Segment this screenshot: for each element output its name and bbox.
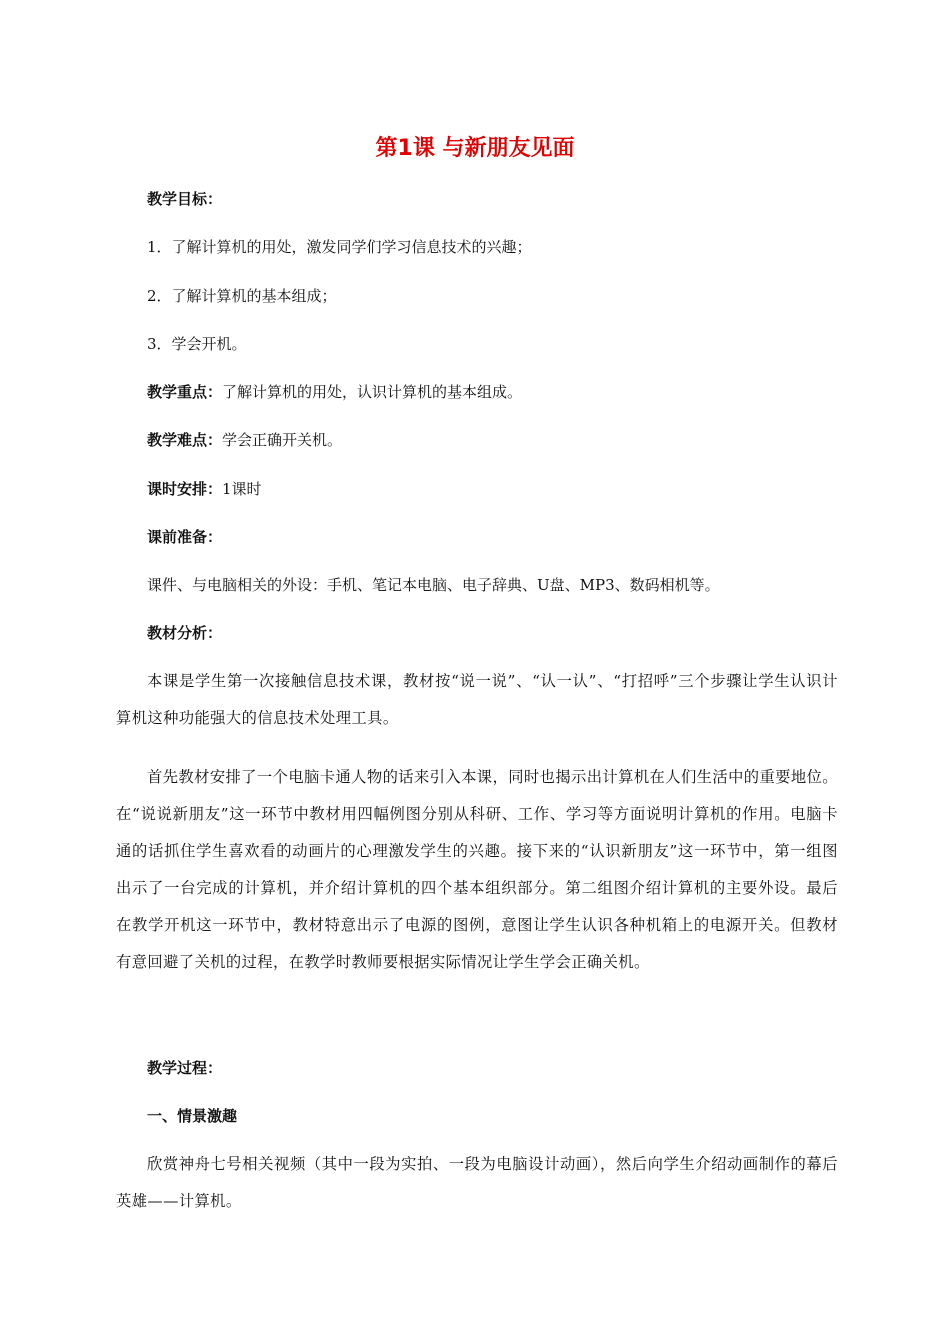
analysis-paragraph: 本课是学生第一次接触信息技术课，教材按“说一说”、“认一认”、“打招呼”三个步骤让学生认识计算机这种功能强大的信息技术处理工具。 [116,672,838,727]
difficulty-line [147,429,342,451]
schedule-line [147,478,262,500]
schedule-label: 课时安排： [147,480,223,498]
key-point-line [147,381,522,403]
analysis-heading: 教材分析： [147,624,223,642]
difficulty-text: 学会正确开关机。 [222,431,343,449]
goal-item: 2．了解计算机的基本组成； [147,287,337,305]
goal-item: 3．学会开机。 [147,335,247,353]
section-heading: 一、情景激趣 [147,1107,238,1125]
key-point-text: 了解计算机的用处，认识计算机的基本组成。 [222,383,523,401]
key-point-label: 教学重点： [147,383,223,401]
process-heading: 教学过程： [147,1059,223,1077]
goals-heading: 教学目标： [147,190,223,208]
schedule-text: 1课时 [222,480,262,498]
goal-item: 1．了解计算机的用处，激发同学们学习信息技术的兴趣； [147,238,532,256]
analysis-paragraph: 首先教材安排了一个电脑卡通人物的话来引入本课，同时也揭示出计算机在人们生活中的重要地位。在“说说新朋友”这一环节中教材用四幅例图分别从科研、工作、学习等方面说明计算机的作用。电脑卡通的话抓住学生喜欢看的动画片的心理激发学生的兴趣。接下来的“认识新朋友”这一环节中，第一组图出示了一台完成的计算机，并介绍计算机的四个基本组织部分。第二组图介绍计算机的主要外设。最后在教学开机这一环节中，教材特意出示了电源的图例，意图让学生认识各种机箱上的电源开关。但教材有意回避了关机的过程，在教学时教师要根据实际情况让学生学会正确关机。 [116,768,838,971]
preparation-heading: 课前准备： [147,528,223,546]
difficulty-label: 教学难点： [147,431,223,449]
page-title: 第1课 与新朋友见面 [375,136,575,161]
section-paragraph: 欣赏神舟七号相关视频（其中一段为实拍、一段为电脑设计动画），然后向学生介绍动画制作的幕后英雄——计算机。 [116,1155,838,1210]
preparation-text: 课件、与电脑相关的外设：手机、笔记本电脑、电子辞典、U盘、MP3、数码相机等。 [147,576,720,594]
